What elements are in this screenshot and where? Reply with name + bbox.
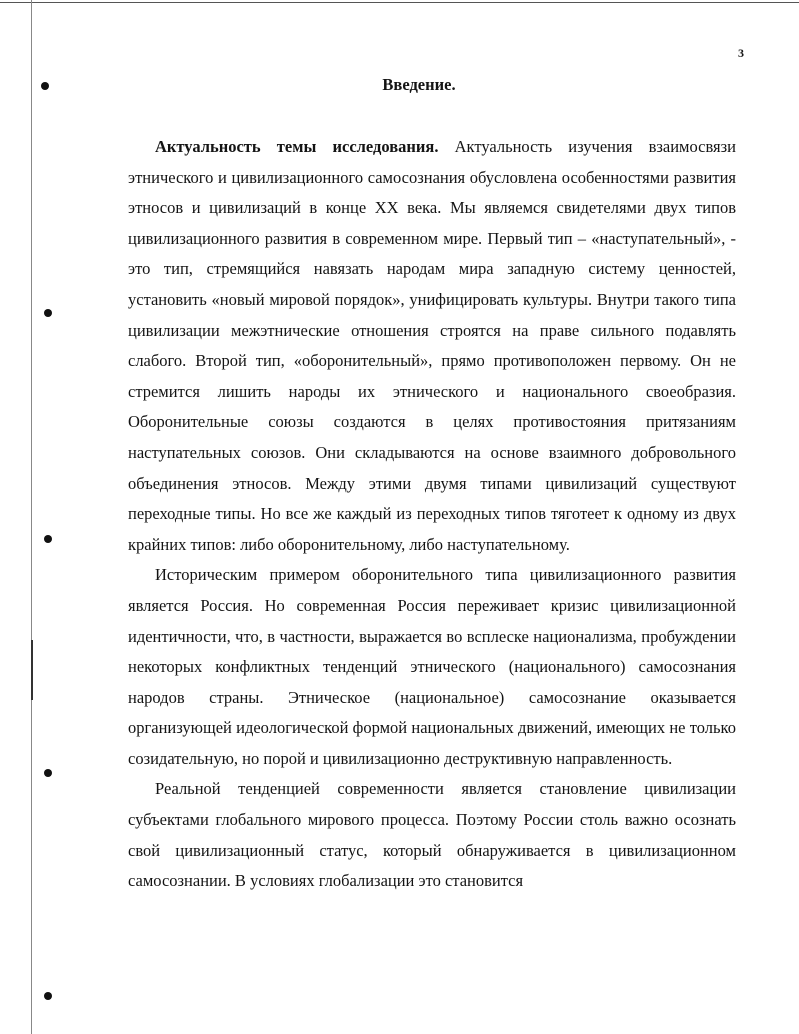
page-number: 3: [738, 46, 744, 60]
paragraph-globalization: [128, 774, 736, 896]
binder-hole-mark: [44, 769, 52, 777]
paragraph-text: Историческим примером оборонительного типа цивилизационного развития является Россия. Но современная Россия переживает кризис цивилизационной идентичности, что, в частности, выражается во всплеске национализма, пробуждении некоторых конфликтных тенденций этнического (национального) самосознания народов страны. Этническое (национальное) самосознание оказывается организующей идеологической формой национальных движений, имеющих не только созидательную, но порой и цивилизационно деструктивную направленность.: [128, 565, 736, 768]
paragraph-text: Реальной тенденцией современности является становление цивилизации субъектами глобального мирового процесса. Поэтому России столь важно осознать свой цивилизационный статус, который обнаруживается в цивилизационном самосознании. В условиях глобализации это становится: [128, 779, 736, 891]
scan-top-edge: [0, 2, 799, 3]
body-text: [128, 132, 736, 897]
paragraph-text: Актуальность изучения взаимосвязи этнического и цивилизационного самосознания обусловлена особенностями развития этносов и цивилизаций в конце XX века. Мы являемся свидетелями двух типов цивилизационного развития в современном мире. Первый тип – «наступательный», - это тип, стремящийся навязать народам мира западную систему ценностей, установить «новый мировой порядок», унифицировать культуры. Внутри такого типа цивилизации межэтнические отношения строятся на праве сильного подавлять слабого. Второй тип, «оборонительный», прямо противоположен первому. Он не стремится лишить народы их этнического и национального своеобразия. Оборонительные союзы создаются в целях противостояния притязаниям наступательных союзов. Они складываются на основе взаимного добровольного объединения этносов. Между этими двумя типами цивилизаций существуют переходные типы. Но все же каждый из переходных типов тяготеет к одному из двух крайних типов: либо оборонительному, либо наступательному.: [128, 137, 736, 554]
binder-hole-mark: [44, 535, 52, 543]
scan-left-edge-mark: [31, 640, 33, 700]
paragraph-russia: [128, 560, 736, 774]
section-heading: Введение.: [382, 75, 456, 94]
binder-hole-mark: [44, 309, 52, 317]
paragraph-lead: Актуальность темы исследования.: [155, 137, 439, 156]
binder-hole-mark: [44, 992, 52, 1000]
scan-left-edge: [31, 0, 32, 1034]
paragraph-relevance: [128, 132, 736, 560]
